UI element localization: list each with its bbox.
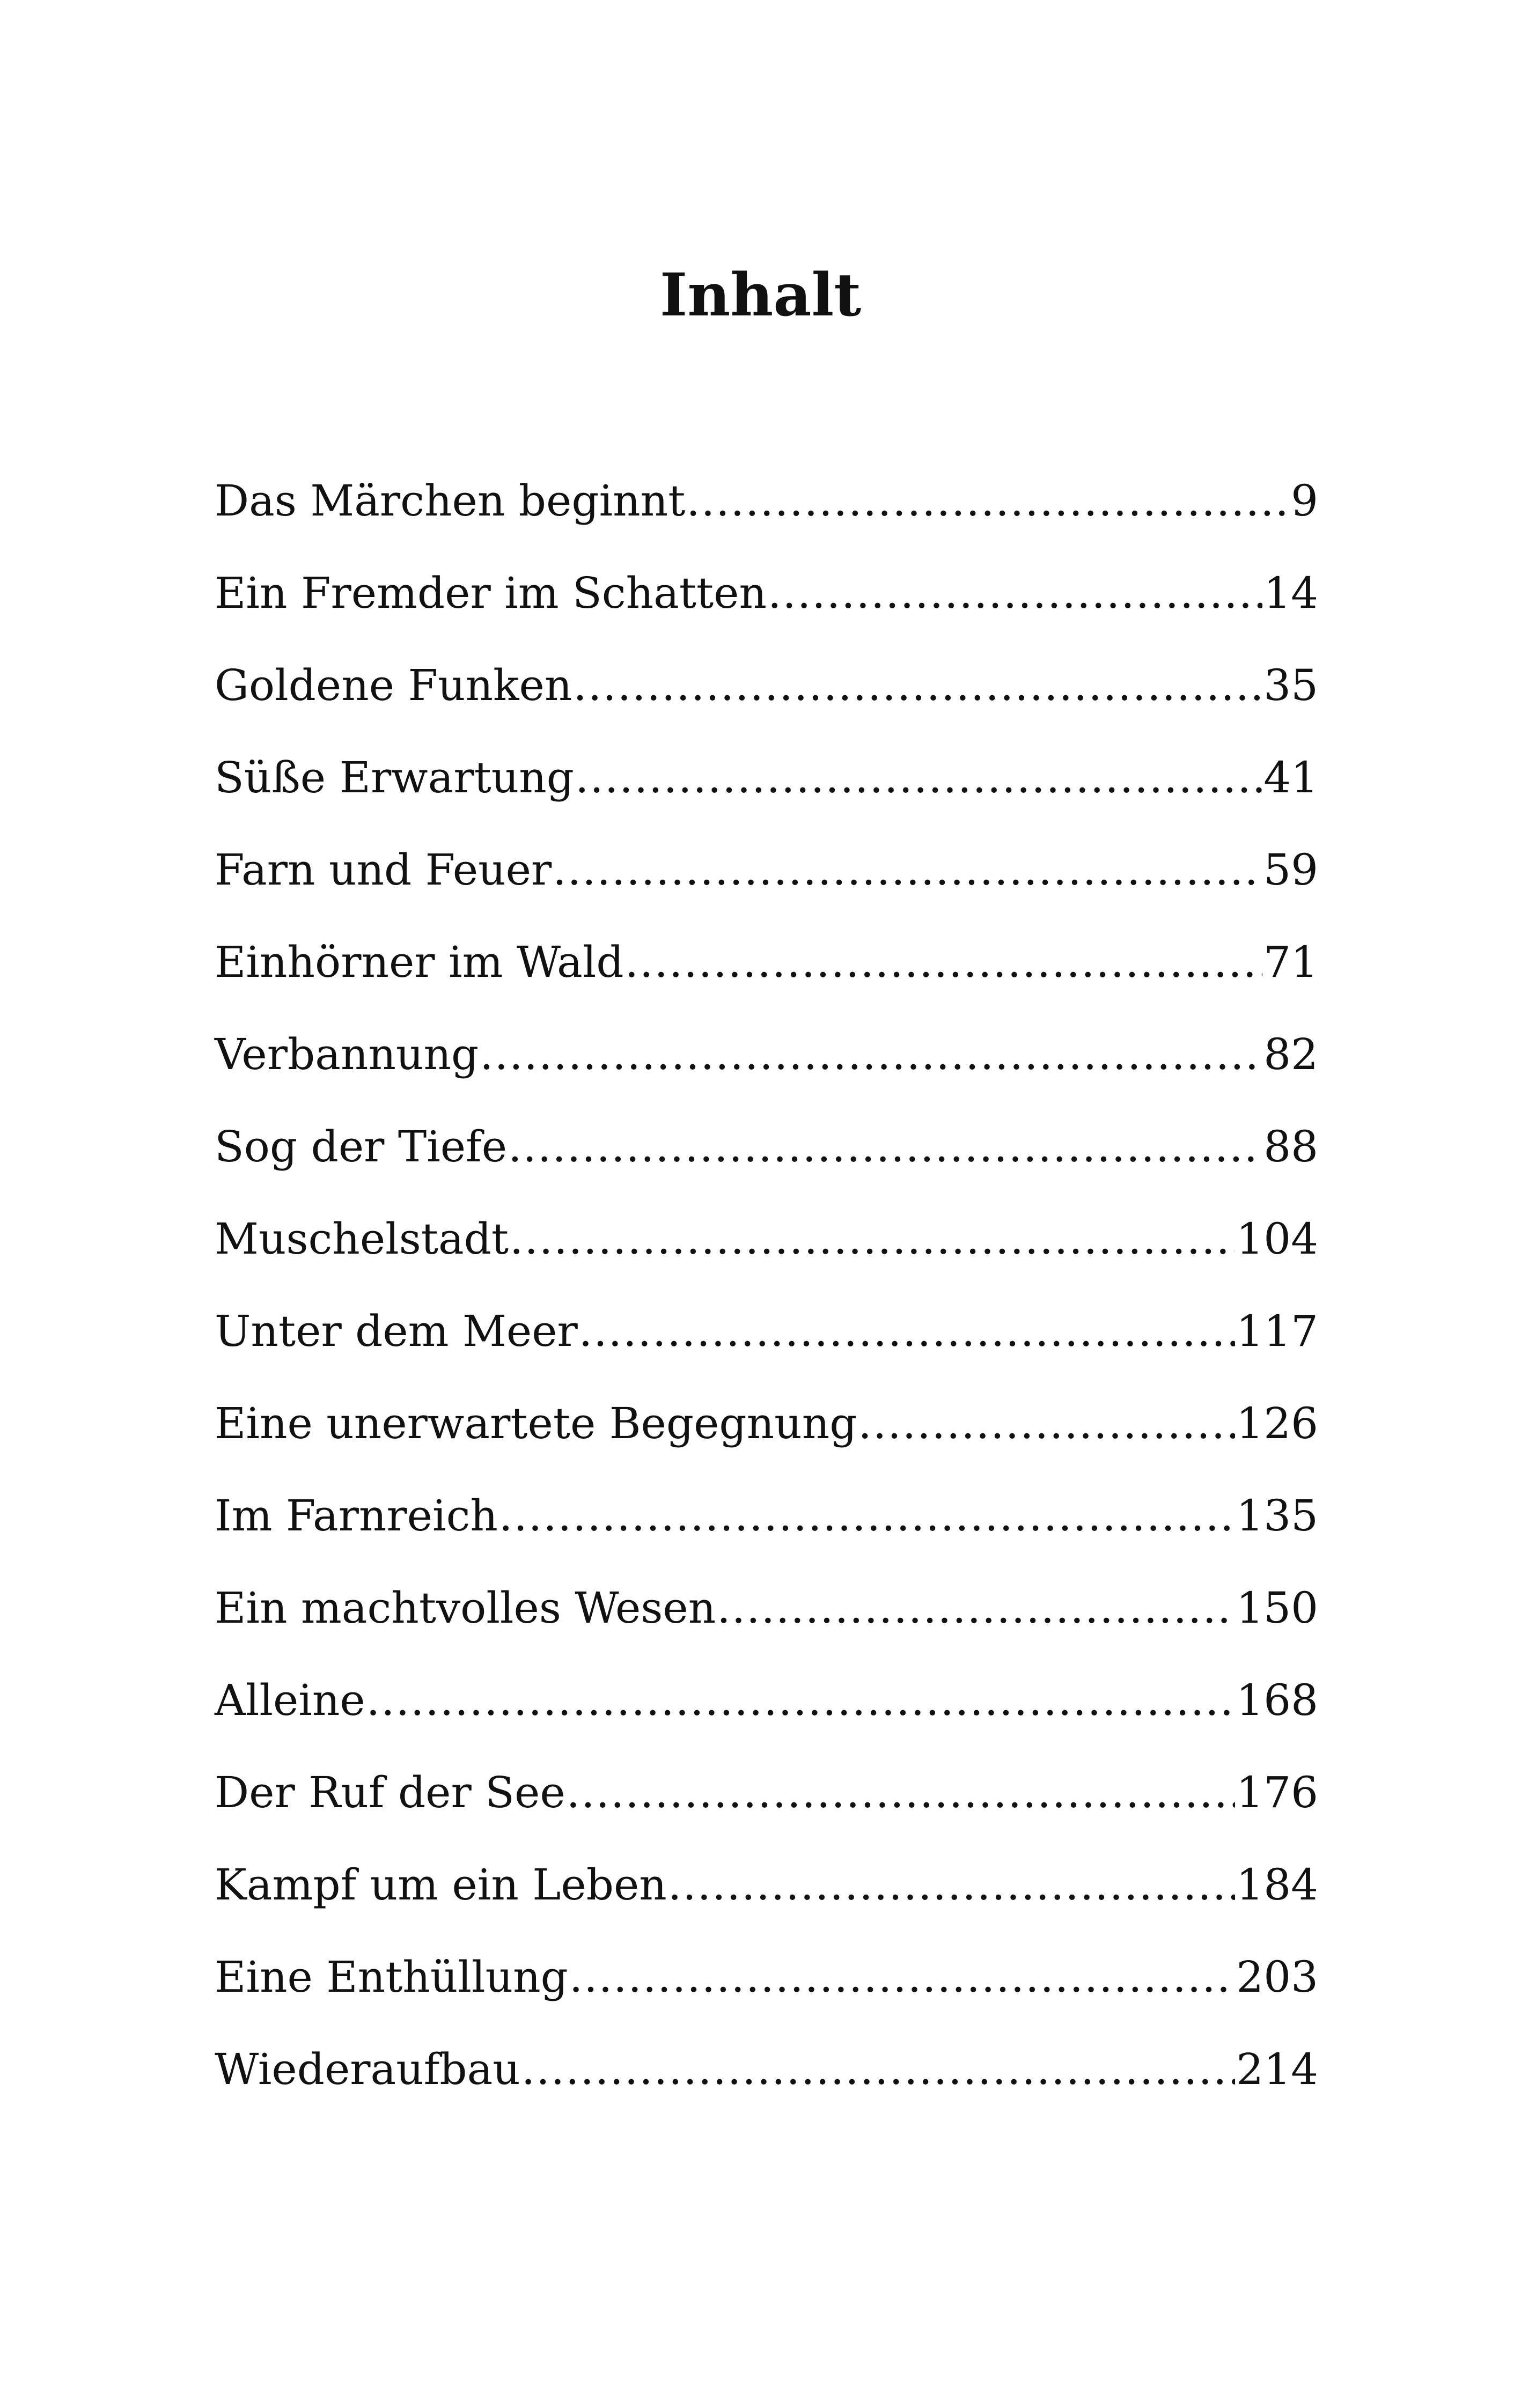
toc-entry-page-number: 150 — [1236, 1583, 1318, 1633]
toc-entry-title: Unter dem Meer — [215, 1306, 578, 1356]
toc-dot-leader — [569, 1931, 1235, 2023]
toc-dot-leader — [858, 1378, 1235, 1470]
toc-entry — [215, 1654, 1318, 1747]
toc-entry — [215, 1285, 1318, 1378]
toc-entry-page-number: 35 — [1263, 660, 1318, 710]
toc-dot-leader — [579, 1285, 1236, 1378]
toc-entry-page-number: 126 — [1236, 1398, 1318, 1448]
toc-entry-title: Wiederaufbau — [215, 2044, 520, 2094]
toc-entry-title: Eine Enthüllung — [215, 1952, 568, 2002]
toc-entry — [215, 1747, 1318, 1839]
toc-entry-page-number: 9 — [1291, 476, 1318, 526]
toc-entry-title: Sog der Tiefe — [215, 1122, 508, 1172]
toc-entry — [215, 639, 1318, 732]
toc-entry-title: Kampf um ein Leben — [215, 1860, 667, 1910]
toc-dot-leader — [573, 639, 1262, 732]
table-of-contents — [215, 455, 1318, 2116]
toc-entry-page-number: 82 — [1263, 1029, 1318, 1079]
toc-entry-title: Farn und Feuer — [215, 845, 552, 895]
toc-entry-page-number: 203 — [1236, 1952, 1318, 2002]
toc-dot-leader — [625, 916, 1263, 1008]
page-title: Inhalt — [659, 260, 862, 329]
toc-entry-page-number: 104 — [1236, 1214, 1318, 1264]
toc-entry-page-number: 168 — [1236, 1675, 1318, 1725]
toc-dot-leader — [717, 1562, 1235, 1654]
toc-entry-page-number: 184 — [1236, 1860, 1318, 1910]
toc-entry-title: Eine unerwartete Begegnung — [215, 1398, 857, 1448]
toc-dot-leader — [510, 1193, 1235, 1285]
toc-entry-title: Das Märchen beginnt — [215, 476, 686, 526]
toc-entry — [215, 1101, 1318, 1193]
toc-entry-title: Ein Fremder im Schatten — [215, 568, 767, 618]
toc-dot-leader — [768, 547, 1262, 639]
toc-entry — [215, 2023, 1318, 2116]
toc-entry — [215, 1562, 1318, 1654]
toc-entry — [215, 1839, 1318, 1931]
toc-entry-title: Alleine — [215, 1675, 365, 1725]
toc-entry — [215, 547, 1318, 639]
toc-entry-page-number: 14 — [1263, 568, 1318, 618]
toc-entry-title: Ein machtvolles Wesen — [215, 1583, 716, 1633]
toc-dot-leader — [366, 1654, 1236, 1747]
toc-entry-page-number: 59 — [1263, 845, 1318, 895]
toc-dot-leader — [521, 2023, 1235, 2116]
toc-dot-leader — [480, 1008, 1262, 1101]
toc-entry — [215, 455, 1318, 547]
toc-entry-page-number: 71 — [1263, 937, 1318, 987]
toc-entry-title: Goldene Funken — [215, 660, 572, 710]
toc-dot-leader — [508, 1101, 1262, 1193]
toc-entry-title: Süße Erwartung — [215, 753, 574, 802]
toc-dot-leader — [575, 732, 1262, 824]
toc-entry-page-number: 88 — [1263, 1122, 1318, 1172]
toc-dot-leader — [668, 1839, 1235, 1931]
toc-entry-page-number: 41 — [1263, 753, 1318, 802]
toc-entry — [215, 1470, 1318, 1562]
toc-entry-page-number: 176 — [1236, 1768, 1318, 1817]
toc-entry — [215, 916, 1318, 1008]
toc-entry-title: Einhörner im Wald — [215, 937, 624, 987]
toc-entry — [215, 732, 1318, 824]
toc-entry-page-number: 135 — [1236, 1491, 1318, 1541]
toc-entry-title: Im Farnreich — [215, 1491, 498, 1541]
toc-entry-title: Muschelstadt — [215, 1214, 509, 1264]
toc-entry-page-number: 214 — [1236, 2044, 1318, 2094]
toc-dot-leader — [553, 824, 1262, 916]
toc-entry — [215, 1193, 1318, 1285]
toc-dot-leader — [499, 1470, 1235, 1562]
toc-entry-title: Verbannung — [215, 1029, 479, 1079]
toc-entry-title: Der Ruf der See — [215, 1768, 565, 1817]
toc-entry — [215, 1008, 1318, 1101]
toc-dot-leader — [686, 455, 1290, 547]
toc-entry-page-number: 117 — [1236, 1306, 1318, 1356]
toc-entry — [215, 1931, 1318, 2023]
toc-dot-leader — [567, 1747, 1236, 1839]
toc-entry — [215, 824, 1318, 916]
toc-entry — [215, 1378, 1318, 1470]
